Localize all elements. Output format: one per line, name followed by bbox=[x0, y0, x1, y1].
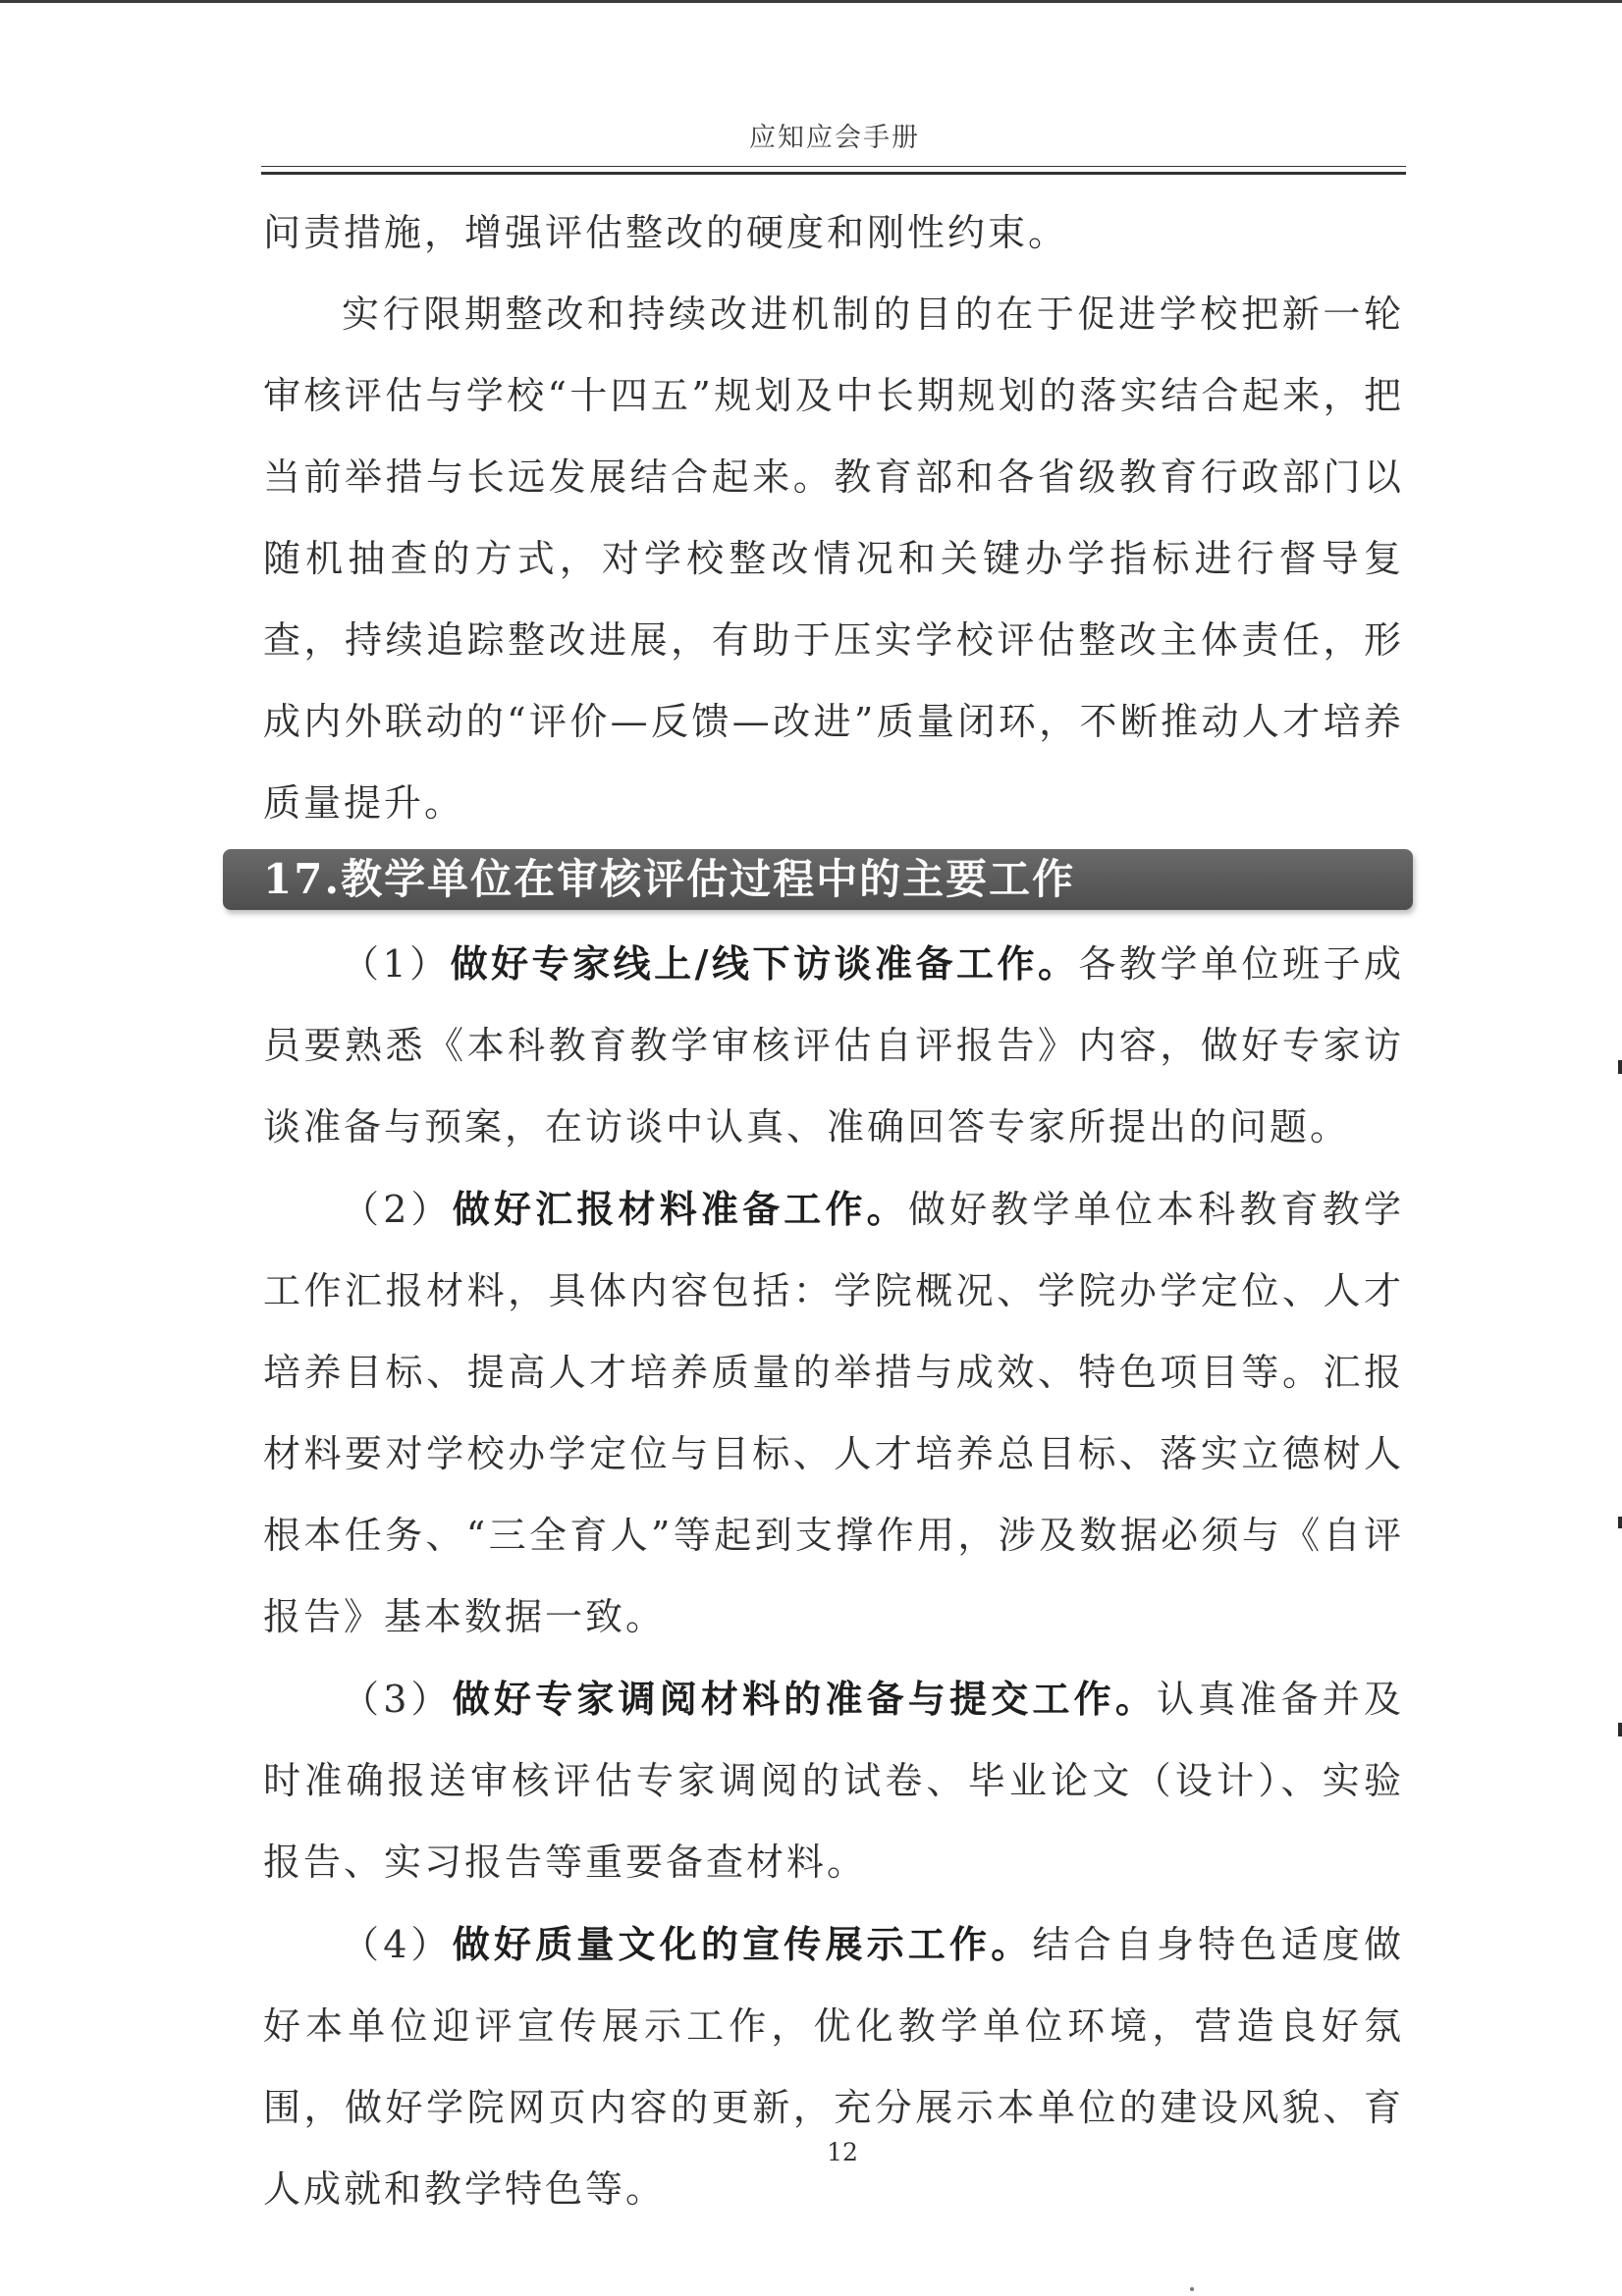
scan-artifact bbox=[1618, 1723, 1622, 1736]
scan-top-edge bbox=[0, 0, 1622, 3]
running-header: 应知应会手册 bbox=[749, 123, 920, 153]
item-text: 认真准备并及时准确报送审核评估专家调阅的试卷、毕业论文（设计）、实验报告、实习报告等重要备查材料。 bbox=[263, 1678, 1404, 1884]
list-item-1 bbox=[263, 923, 1404, 1168]
item-text: 各教学单位班子成员要熟悉《本科教育教学审核评估自评报告》内容，做好专家访谈准备与预案，在访谈中认真、准确回答专家所提出的问题。 bbox=[263, 942, 1404, 1148]
paragraph-rectification: 实行限期整改和持续改进机制的目的在于促进学校把新一轮审核评估与学校“十四五”规划及中长期规划的落实结合起来，把当前举措与长远发展结合起来。教育部和各省级教育行政部门以随机抽查的方式，对学校整改情况和关键办学指标进行督导复查，持续追踪整改进展，有助于压实学校评估整改主体责任，形成内外联动的“评价—反馈—改进”质量闭环，不断推动人才培养质量提升。 bbox=[263, 293, 1404, 825]
item-number: （1） bbox=[342, 942, 451, 986]
page-number: 12 bbox=[827, 2138, 858, 2166]
item-text: 结合自身特色适度做好本单位迎评宣传展示工作，优化教学单位环境，营造良好氛围，做好学院网页内容的更新，充分展示本单位的建设风貌、育人成就和教学特色等。 bbox=[263, 1923, 1404, 2211]
page-body bbox=[263, 192, 1404, 2230]
item-lead: 做好专家线上/线下访谈准备工作。 bbox=[450, 941, 1079, 986]
item-lead: 做好汇报材料准备工作。 bbox=[452, 1187, 908, 1231]
item-number: （3） bbox=[342, 1678, 453, 1721]
scan-artifact bbox=[1618, 1060, 1622, 1074]
continuation-paragraph: 问责措施，增强评估整改的硬度和刚性约束。 bbox=[263, 211, 1069, 254]
item-number: （2） bbox=[342, 1188, 453, 1231]
scan-speck bbox=[1190, 2287, 1194, 2291]
item-lead: 做好专家调阅材料的准备与提交工作。 bbox=[452, 1677, 1158, 1721]
scan-artifact bbox=[1618, 1517, 1622, 1528]
header-rule bbox=[261, 166, 1406, 167]
header-rule-thick bbox=[261, 172, 1406, 175]
list-item-3 bbox=[263, 1658, 1404, 1903]
item-text: 做好教学单位本科教育教学工作汇报材料，具体内容包括：学院概况、学院办学定位、人才培养目标、提高人才培养质量的举措与成效、特色项目等。汇报材料要对学校办学定位与目标、人才培养总目标、落实立德树人根本任务、“三全育人”等起到支撑作用，涉及数据必须与《自评报告》基本数据一致。 bbox=[263, 1188, 1404, 1638]
list-item-2 bbox=[263, 1168, 1404, 1658]
item-number: （4） bbox=[342, 1923, 453, 1966]
section-heading: 17.教学单位在审核评估过程中的主要工作 bbox=[223, 849, 1413, 910]
list-item-4 bbox=[263, 1903, 1404, 2230]
item-lead: 做好质量文化的宣传展示工作。 bbox=[452, 1922, 1033, 1966]
